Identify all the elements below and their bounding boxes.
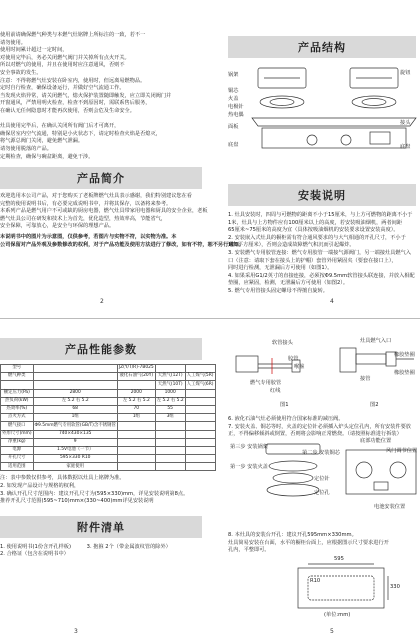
cutout-diagram	[292, 560, 392, 612]
burner-right	[352, 96, 396, 108]
knob-left	[307, 135, 317, 145]
figure-label: 灶具燃气入口	[360, 338, 392, 344]
spec-cell: 电源	[1, 446, 34, 454]
intro-line: 请勿使用脱落的产品。	[0, 145, 52, 152]
spec-cell	[117, 463, 155, 471]
page4-heading-install: 安装说明	[228, 184, 416, 206]
intro-line: 在确认无任何隐患时才能再次使用，否则会危及生命安全。	[0, 107, 135, 114]
cutout-dim-radius: R10	[310, 578, 321, 584]
figure-label: 接管	[360, 376, 371, 382]
cutout-dim-width: 595	[334, 556, 344, 562]
install-line: 2. 安装嵌入式灶具的橱柜需有符合通风要求的与大气相通的开孔尺寸，不小于	[228, 234, 406, 241]
spec-cell: 左 5.2 右 5.2	[117, 397, 155, 405]
spec-row	[1, 422, 216, 430]
intro-line: 使用时间累计超过一定时间，	[0, 47, 68, 54]
figure-label: 第三步 安装锅架	[230, 444, 268, 450]
spec-cell	[1, 381, 34, 389]
spec-cell: 热效率(%)	[1, 405, 34, 413]
page-number-2: 2	[100, 298, 104, 305]
spec-cell: 70	[117, 405, 155, 413]
figure-2-threaded-connection	[330, 338, 416, 398]
spec-cell: 燃气接口	[1, 422, 34, 430]
cutout-dim-height: 330	[390, 584, 400, 590]
structure-label: 热电偶	[228, 112, 244, 118]
structure-label: 接头	[400, 120, 411, 126]
structure-label: 底盘	[400, 144, 411, 150]
page3-heading: 产品性能参数	[0, 338, 202, 360]
figure-label: 电池安装位置	[374, 504, 406, 510]
spec-cell	[117, 422, 155, 430]
note-line: 本说明书中的图片为示意图，仅供参考，若图片与实物不符，以实物为准。本	[0, 234, 177, 241]
spec-row	[1, 405, 216, 413]
spec-cell	[117, 438, 155, 446]
knob-right	[341, 135, 351, 145]
intro-line: 使用前请确保燃气种类与本燃气灶铭牌上所标注的一致，若不一	[0, 32, 146, 38]
intro-line: 定期检查，确保与碗盆距离，避免干涉。	[0, 153, 94, 160]
spec-cell: 净重(kg)	[1, 438, 34, 446]
intro-line: 定时自行检查，确保设备运行，并做好空气流通工作。	[0, 85, 125, 92]
figure-label: 底部功能位置	[360, 438, 392, 444]
install-instructions	[210, 212, 420, 296]
spec-cell: 1.5V电池（一节）	[33, 446, 117, 454]
figure-label: 胶管	[288, 356, 299, 362]
install-line: 同时进行检测，无泄漏后方可使用（如图1）。	[228, 265, 333, 272]
accessory-1: 1. 使用说明书(1份含开孔样板)	[0, 543, 72, 550]
product-structure-diagram	[250, 66, 418, 158]
spec-cell: 9	[33, 438, 117, 446]
figure-label: 图2	[370, 402, 379, 408]
structure-label: 面板	[228, 124, 239, 130]
page-3	[0, 338, 214, 559]
spec-row	[1, 381, 216, 389]
cutout-line: 灶具简易安装在台面，水平的橱柜台面上，应根据图示尺寸要求进行开	[228, 539, 389, 546]
structure-label: 锅架	[228, 72, 239, 78]
spec-row	[1, 463, 216, 471]
install-line: 口（注意：请取下套在接头上的护帽）套管外用紧固夹（要套在接口上），	[228, 257, 397, 264]
spec-table	[0, 364, 216, 471]
step-line: 正，不得偏移倾斜或倒置，否则将会影响正常燃烧。（请按照标准进行拆装）	[228, 431, 402, 438]
spec-row	[1, 365, 216, 373]
install-line: 1米，灶具与上方物件应有100厘米以上的高度，若安装吸油烟机，两者间距	[228, 219, 403, 226]
structure-label: 旋钮	[400, 70, 411, 76]
spec-cell: 外形尺寸(mm)	[1, 430, 34, 438]
install-line: 100平方厘米），否则会造成故障燃气积沉而引起爆炸。	[228, 242, 355, 249]
spec-cell: 开孔尺寸	[1, 455, 34, 463]
spec-cell	[155, 422, 185, 430]
intro-line: 确保居室内空气流通，特别是小火状态下，请定时检查火焰是否熄灭，	[0, 130, 161, 137]
spec-cell: 型号	[1, 365, 34, 373]
spec-cell: 天然气(12T)	[155, 373, 185, 381]
spec-cell	[117, 430, 155, 438]
spec-row	[1, 414, 216, 422]
step-line: 6. 液化石油气灶必须使用符合国家标准的减压阀。	[228, 416, 344, 422]
spec-cell	[155, 438, 185, 446]
spec-cell: 燃气种类	[1, 373, 34, 381]
intro-line	[0, 116, 210, 124]
spec-row	[1, 373, 216, 381]
figure-label: 软管接头	[272, 340, 293, 346]
intro-line: 开窗通风，严禁用明火检查，检查不到原因时，需联系售后服务，	[0, 100, 151, 107]
structure-label: 火盖	[228, 96, 239, 102]
install-line: 5. 燃气专用管接头固定螺母不得擅自旋转。	[228, 287, 328, 294]
spec-cell: 热负荷(kW)	[1, 397, 34, 405]
body-line: 欢迎选用本公司产品，对于您购买了老板牌燃气灶具表示感谢，我们特别建议您在看	[0, 193, 192, 200]
note-line: 2. 如发现产品设计与规格的权利，	[0, 483, 80, 490]
spec-cell: 740×430×135	[33, 430, 117, 438]
spec-row	[1, 438, 216, 446]
spec-cell	[33, 365, 117, 373]
spec-cell	[155, 430, 185, 438]
spec-cell	[117, 446, 155, 454]
step-line: 7. 安装火盖、铜芯等时，火盖的定位针必须插入炉头定位孔内，所有安装件要放	[228, 423, 411, 430]
spec-cell: 1000	[155, 389, 185, 397]
spec-cell	[117, 381, 155, 389]
panel	[252, 118, 416, 126]
intro-line: 当发现火焰异常，请关闭燃气，熄火保护装置随即触发，应立即关闭阀门并	[0, 92, 172, 99]
spec-cell: 68	[33, 405, 117, 413]
intro-line: 安全事故的发生。	[0, 69, 42, 76]
spec-cell: 55	[155, 405, 185, 413]
spec-cell	[33, 381, 117, 389]
spec-cell: 点火方式	[1, 414, 34, 422]
figure-4-bottom-view	[344, 446, 418, 500]
spec-cell	[155, 455, 185, 463]
page2-intro	[0, 32, 210, 161]
intro-line: 对使用完毕后，务必关闭燃气阀门并关掉所有点火开关。	[0, 54, 130, 61]
spec-cell: 595×330 R10	[33, 455, 117, 463]
intro-line: 请勿使用。	[0, 39, 26, 46]
page-number-3: 3	[74, 628, 78, 635]
spec-row	[1, 389, 216, 397]
figure-label: 风门调节位置	[386, 448, 418, 454]
page5-steps	[210, 416, 420, 439]
cutout-line: 孔内，平整即可。	[228, 547, 270, 554]
spec-cell	[155, 365, 185, 373]
note-line: 公司保留对产品外观及参数修改的权利，对于产品功能及使用方法进行了修改，如有不符，恕不另行通知。	[0, 241, 244, 248]
figure-label: 橡胶垫圈	[394, 370, 415, 376]
install-line: 65厘米~75厘米的高度为宜（具体按吸油烟机的安装要求设置安装高度）。	[228, 227, 399, 234]
spec-row	[1, 446, 216, 454]
spec-cell: 人工煤气(6R)	[185, 381, 215, 389]
body-line: 本系列产品是燃气用户不可或缺的厨房电器，燃气灶具带家用电器和厨具的安全企业，老板	[0, 208, 208, 215]
figure-label: 图1	[280, 402, 289, 408]
spec-cell: Φ9.5mm燃气专用软管(GB/T)含不锈钢管	[33, 422, 117, 430]
cutout-line: 8. 本灶具的安装台开孔：建议开孔595mm×330mm。	[228, 532, 357, 538]
page5-cutout-text	[210, 532, 420, 555]
figure-label: 橡胶垫圈	[394, 352, 415, 358]
page4-heading: 产品结构	[228, 36, 416, 58]
spec-cell: 适用范围	[1, 463, 34, 471]
figure-label: 定位孔	[314, 490, 330, 496]
install-line: 4. 如果采用G1/2英寸的直接连接，必须按Φ9.5mm软管接头联连接，并放入相配	[228, 272, 415, 279]
spec-cell: 液化石油气(20Y)	[117, 373, 155, 381]
spec-cell	[33, 373, 117, 381]
spec-cell: 左 5.2 右 5.2	[155, 397, 185, 405]
figure-label: 定位针	[314, 476, 330, 482]
structure-label: 铜芯	[228, 88, 239, 94]
spec-cell: 3组	[155, 414, 185, 422]
spec-cell: 1组	[117, 414, 155, 422]
install-line: 1. 灶具安装时，四周与可燃物的距离不小于15厘米，与上方可燃物的距离不小于	[228, 212, 413, 218]
accessory-3: 3. 抱箍 2个（带金属波纹管的除外）	[86, 543, 171, 550]
spec-cell: 额定压力(Pa)	[1, 389, 34, 397]
spec-cell: 2000	[117, 389, 155, 397]
page2-note	[0, 234, 244, 249]
page2-heading: 产品简介	[0, 167, 202, 189]
figure-label: 第二步 安装铜芯	[302, 450, 340, 456]
chassis	[262, 128, 406, 148]
install-line: 3. 安装燃气专用胶管连接：燃气专用胶管一端接气源阀门，另一端接灶具燃气入	[228, 249, 411, 256]
intro-line: 将气源总阀门关闭，避免燃气泄漏。	[0, 138, 84, 145]
spec-cell: 人工煤气(5R)	[185, 373, 215, 381]
cutout-unit: (单位:mm)	[324, 612, 351, 618]
spec-row	[1, 455, 216, 463]
spec-cell: 家庭使用	[33, 463, 117, 471]
intro-line: 灶具使用完毕后，在确认关闭所有阀门后才可离开，	[0, 123, 120, 130]
page-number-5: 5	[330, 628, 334, 635]
spec-cell	[117, 455, 155, 463]
spec-cell: 1组	[33, 414, 117, 422]
structure-label: 电极针	[228, 104, 244, 110]
spec-cell	[155, 463, 185, 471]
accessory-2: 2. 合格证（包含在说明书中）	[0, 551, 69, 558]
figure-label: 喉箍	[294, 364, 305, 370]
install-line: 垫圈，应紧固，检测，无泄漏后方可使用（如图2）。	[228, 280, 349, 287]
spec-cell: JZ(Y/T/R)-7B025	[117, 365, 155, 373]
page2-body	[0, 193, 210, 231]
spec-cell: 左 5.2 右 5.2	[33, 397, 117, 405]
spec-row	[1, 397, 216, 405]
note-line: 注：表中参数仅供参考，具体数据以灶具上铭牌为准。	[0, 475, 125, 482]
burner-left	[260, 96, 304, 108]
spec-cell: 2800	[33, 389, 117, 397]
right-column	[210, 0, 420, 640]
page-number-4: 4	[330, 298, 334, 305]
figure-label: 红线	[270, 388, 281, 394]
spec-row	[1, 430, 216, 438]
figure-label: 燃气专用胶管	[250, 380, 282, 386]
note-line: 3. 确认开孔尺寸范围内：建议开孔尺寸为(595×330)mm，详见安装说明第8点。	[0, 490, 189, 497]
body-line: 完整的使用说明书后，有必要完成说明书中，并将其保存，以备将来参考。	[0, 200, 172, 207]
intro-line: 所以对燃气的使用，并且在使用时应注意通风，否则不	[0, 62, 125, 69]
figure-label: 第一步 安装火盖	[230, 464, 268, 470]
spec-cell	[155, 446, 185, 454]
spec-cell: 天然气(10T)	[155, 381, 185, 389]
page3-heading-accessories: 附件清单	[0, 516, 202, 538]
body-line: 燃气灶具公司在研发和技术上为首先，优化造型，热效率高，节能省气，	[0, 215, 167, 222]
note-line: 推荐开孔尺寸范围(595~710)mm×(330~400)mm详见安装说明	[0, 498, 154, 505]
structure-label: 底盘	[228, 142, 239, 148]
intro-line: 注意：不得将燃气灶安装在卧室内，使用时，但远离易燃物品。	[0, 77, 146, 84]
page3-note	[0, 475, 210, 505]
body-line: 安全保障，可靠放心，是安全与环保的理想产品。	[0, 223, 115, 230]
